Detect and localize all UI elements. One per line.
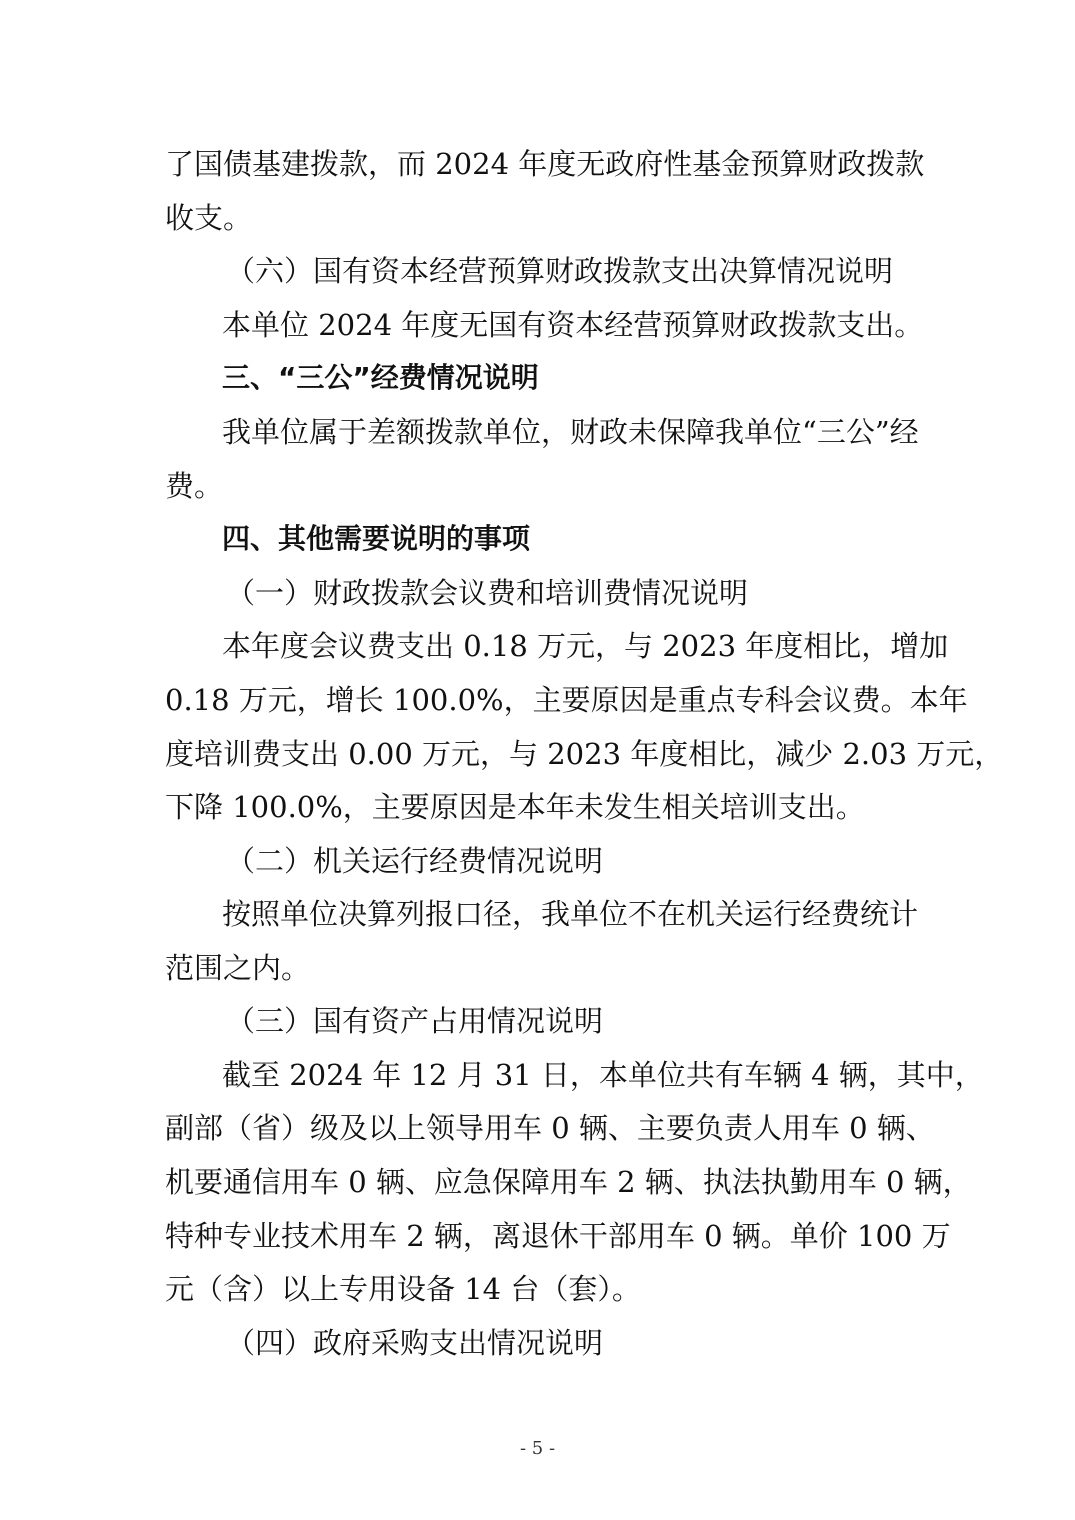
section-heading: 四、其他需要说明的事项 [222, 522, 531, 555]
body-line: 元（含）以上专用设备 14 台（套）。 [165, 1272, 641, 1306]
body-line: 0.18 万元，增长 100.0%，主要原因是重点专科会议费。本年 [165, 683, 968, 717]
body-line: 特种专业技术用车 2 辆，离退休干部用车 0 辆。单价 100 万 [165, 1219, 951, 1253]
subsection-heading: （四）政府采购支出情况说明 [226, 1326, 604, 1360]
subsection-heading: （三）国有资产占用情况说明 [226, 1004, 604, 1038]
body-line: 范围之内。 [165, 951, 311, 985]
body-line: 本年度会议费支出 0.18 万元，与 2023 年度相比，增加 [222, 629, 949, 663]
body-line: 我单位属于差额拨款单位，财政未保障我单位“三公”经 [222, 415, 919, 449]
subsection-heading: （一）财政拨款会议费和培训费情况说明 [226, 576, 749, 610]
body-line: 收支。 [165, 201, 253, 235]
body-line: 下降 100.0%，主要原因是本年未发生相关培训支出。 [165, 790, 865, 824]
subsection-heading: （二）机关运行经费情况说明 [226, 844, 604, 878]
body-line: 截至 2024 年 12 月 31 日，本单位共有车辆 4 辆，其中， [222, 1058, 984, 1092]
body-line: 费。 [165, 469, 224, 503]
section-heading: 三、“三公”经费情况说明 [222, 361, 539, 394]
body-line: 机要通信用车 0 辆、应急保障用车 2 辆、执法执勤用车 0 辆， [165, 1165, 972, 1199]
body-line: 副部（省）级及以上领导用车 0 辆、主要负责人用车 0 辆、 [165, 1111, 935, 1145]
body-line: 了国债基建拨款，而 2024 年度无政府性基金预算财政拨款 [165, 147, 925, 181]
body-line: 按照单位决算列报口径，我单位不在机关运行经费统计 [222, 897, 919, 931]
body-line: 度培训费支出 0.00 万元，与 2023 年度相比，减少 2.03 万元， [165, 737, 1004, 771]
body-line: 本单位 2024 年度无国有资本经营预算财政拨款支出。 [222, 308, 924, 342]
subsection-heading: （六）国有资本经营预算财政拨款支出决算情况说明 [226, 254, 894, 288]
page-number: - 5 - [519, 1438, 556, 1459]
